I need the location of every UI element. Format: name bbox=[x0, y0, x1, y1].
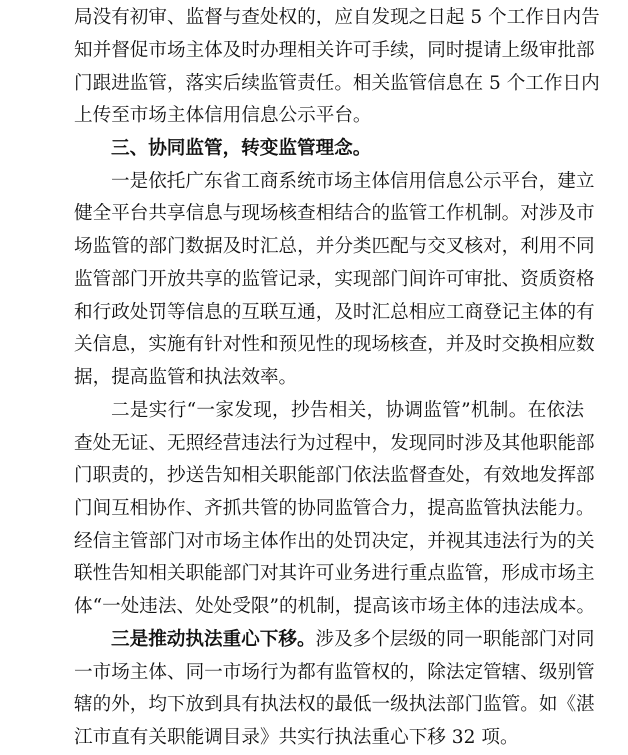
section-heading: 三、协同监管，转变监管理念。 bbox=[111, 137, 372, 159]
text-line: 江市直有关职能调目录》共实行执法重心下移 32 项。 bbox=[74, 727, 519, 748]
text-line: 辖的外，均下放到具有执法权的最低一级执法部门监管。如《湛 bbox=[74, 694, 595, 716]
text-line: 局没有初审、监督与查处权的，应自发现之日起 5 个工作日内告 bbox=[74, 7, 600, 28]
text-line: 健全平台共享信息与现场核查相结合的监管工作机制。对涉及市 bbox=[74, 203, 595, 225]
text-line: 一是依托广东省工商系统市场主体信用信息公示平台，建立 bbox=[111, 170, 595, 192]
text-line: 据，提高监管和执法效率。 bbox=[74, 367, 298, 388]
text-line: 门跟进监管，落实后续监管责任。相关监管信息在 5 个工作日内 bbox=[74, 72, 600, 94]
text-line: 经信主管部门对市场主体作出的处罚决定，并视其违法行为的关 bbox=[74, 530, 595, 552]
text-line: 一市场主体、同一市场行为都有监管权的，除法定管辖、级别管 bbox=[74, 661, 595, 683]
text-line bbox=[111, 625, 595, 655]
text-line: 体“一处违法、处处受限”的机制，提高该市场主体的违法成本。 bbox=[74, 596, 596, 618]
text-span: 涉及多个层级的同一职能部门对同 bbox=[315, 628, 595, 650]
text-line: 监管部门开放共享的监管记录，实现部门间许可审批、资质资格 bbox=[74, 268, 595, 290]
text-line: 知并督促市场主体及时办理相关许可手续，同时提请上级审批部 bbox=[74, 39, 595, 61]
text-line: 和行政处罚等信息的互联互通，及时汇总相应工商登记主体的有 bbox=[74, 301, 595, 323]
text-line: 上传至市场主体信用信息公示平台。 bbox=[74, 105, 372, 127]
text-line: 门职责的，抄送告知相关职能部门依法监督查处，有效地发挥部 bbox=[74, 465, 595, 487]
text-line: 场监管的部门数据及时汇总，并分类匹配与交叉核对，利用不同 bbox=[74, 236, 595, 258]
text-line: 查处无证、无照经营违法行为过程中，发现同时涉及其他职能部 bbox=[74, 432, 595, 454]
text-line: 门间互相协作、齐抓共管的协同监管合力，提高监管执法能力。 bbox=[74, 497, 595, 519]
text-line: 关信息，实施有针对性和预见性的现场核查，并及时交换相应数 bbox=[74, 334, 595, 356]
text-line: 联性告知相关职能部门对其许可业务进行重点监管，形成市场主 bbox=[74, 563, 595, 585]
paragraph-lead: 三是推动执法重心下移。 bbox=[111, 628, 316, 650]
text-line: 二是实行“一家发现，抄告相关，协调监管”机制。在依法 bbox=[111, 399, 584, 421]
